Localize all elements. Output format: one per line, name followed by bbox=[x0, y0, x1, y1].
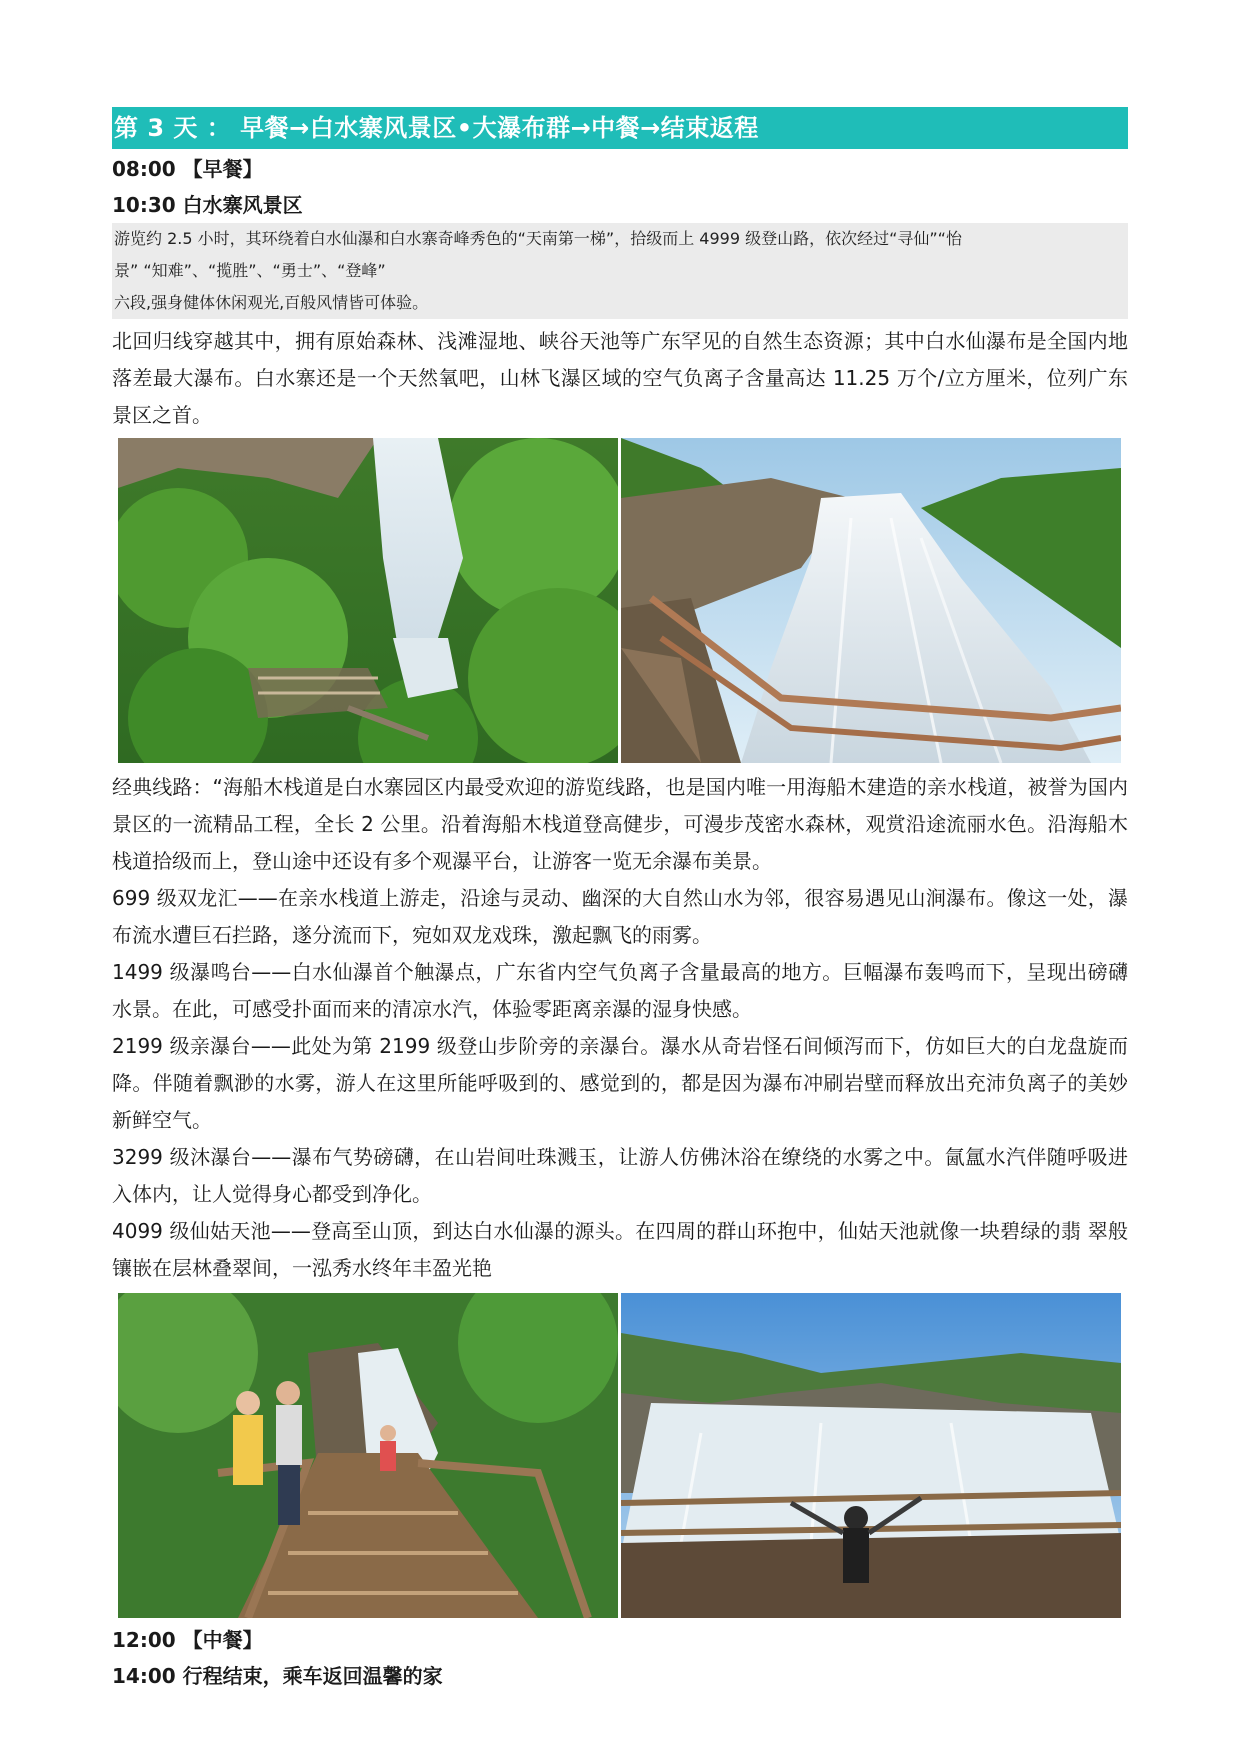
lunch-heading: 12:00 【中餐】 bbox=[112, 1628, 263, 1652]
waterfall-visitor-photo bbox=[621, 1293, 1121, 1618]
intro-box bbox=[112, 223, 1128, 319]
waterfall-aerial-photo bbox=[118, 438, 618, 763]
tourists-stairs-photo bbox=[118, 1293, 618, 1618]
photo-row-bottom bbox=[118, 1293, 1128, 1618]
nature-paragraph: 北回归线穿越其中，拥有原始森林、浅滩湿地、峡谷天池等广东罕见的自然生态资源；其中白水仙瀑布是全国内地落差最大瀑布。白水寨还是一个天然氧吧，山林飞瀑区域的空气负离子含量高达 11.25 万个/立方厘米，位列广东景区之首。 bbox=[112, 329, 1128, 427]
spot-1499-paragraph: 1499 级瀑鸣台——白水仙瀑首个触瀑点，广东省内空气负离子含量最高的地方。巨幅瀑布轰鸣而下，呈现出磅礴水景。在此，可感受扑面而来的清凉水汽，体验零距离亲瀑的湿身快感。 bbox=[112, 960, 1128, 1021]
intro-line-1: 游览约 2.5 小时，其环绕着白水仙瀑和白水寨奇峰秀色的“天南第一梯”，拾级而上 4999 级登山路，依次经过“寻仙”“怡 bbox=[114, 229, 962, 248]
scenic-heading: 10:30 白水寨风景区 bbox=[112, 193, 303, 217]
day-banner: 第 3 天 ： 早餐→白水寨风景区•大瀑布群→中餐→结束返程 bbox=[112, 107, 1128, 149]
end-heading: 14:00 行程结束，乘车返回温馨的家 bbox=[112, 1664, 443, 1688]
spot-2199-paragraph: 2199 级亲瀑台——此处为第 2199 级登山步阶旁的亲瀑台。瀑水从奇岩怪石间倾泻而下，仿如巨大的白龙盘旋而降。伴随着飘渺的水雾，游人在这里所能呼吸到的、感觉到的，都是因为瀑布冲刷岩壁而释放出充沛负离子的美妙新鲜空气。 bbox=[112, 1034, 1128, 1132]
spot-699-paragraph: 699 级双龙汇——在亲水栈道上游走，沿途与灵动、幽深的大自然山水为邻，很容易遇见山涧瀑布。像这一处，瀑布流水遭巨石拦路，遂分流而下，宛如双龙戏珠，激起飘飞的雨雾。 bbox=[112, 886, 1128, 947]
classic-route-paragraph: 经典线路：“海船木栈道是白水寨园区内最受欢迎的游览线路，也是国内唯一用海船木建造的亲水栈道，被誉为国内景区的一流精品工程，全长 2 公里。沿着海船木栈道登高健步，可漫步茂密水森林，观赏沿途流丽水色。沿海船木栈道拾级而上，登山途中还设有多个观瀑平台，让游客一览无余瀑布美景。 bbox=[112, 775, 1128, 873]
breakfast-heading: 08:00 【早餐】 bbox=[112, 157, 263, 181]
waterfall-boardwalk-photo bbox=[621, 438, 1121, 763]
photo-row-top bbox=[118, 438, 1128, 763]
spot-3299-paragraph: 3299 级沐瀑台——瀑布气势磅礴，在山岩间吐珠溅玉，让游人仿佛沐浴在缭绕的水雾之中。氤氲水汽伴随呼吸进入体内，让人觉得身心都受到净化。 bbox=[112, 1145, 1128, 1206]
intro-line-2: 景” “知难”、“揽胜”、“勇士”、“登峰” bbox=[114, 261, 386, 280]
itinerary-page bbox=[112, 107, 1128, 1694]
spot-4099-paragraph: 4099 级仙姑天池——登高至山顶，到达白水仙瀑的源头。在四周的群山环抱中，仙姑天池就像一块碧绿的翡 翠般镶嵌在层林叠翠间，一泓秀水终年丰盈光艳 bbox=[112, 1219, 1128, 1280]
intro-line-3: 六段,强身健体休闲观光,百般风情皆可体验。 bbox=[114, 293, 429, 312]
